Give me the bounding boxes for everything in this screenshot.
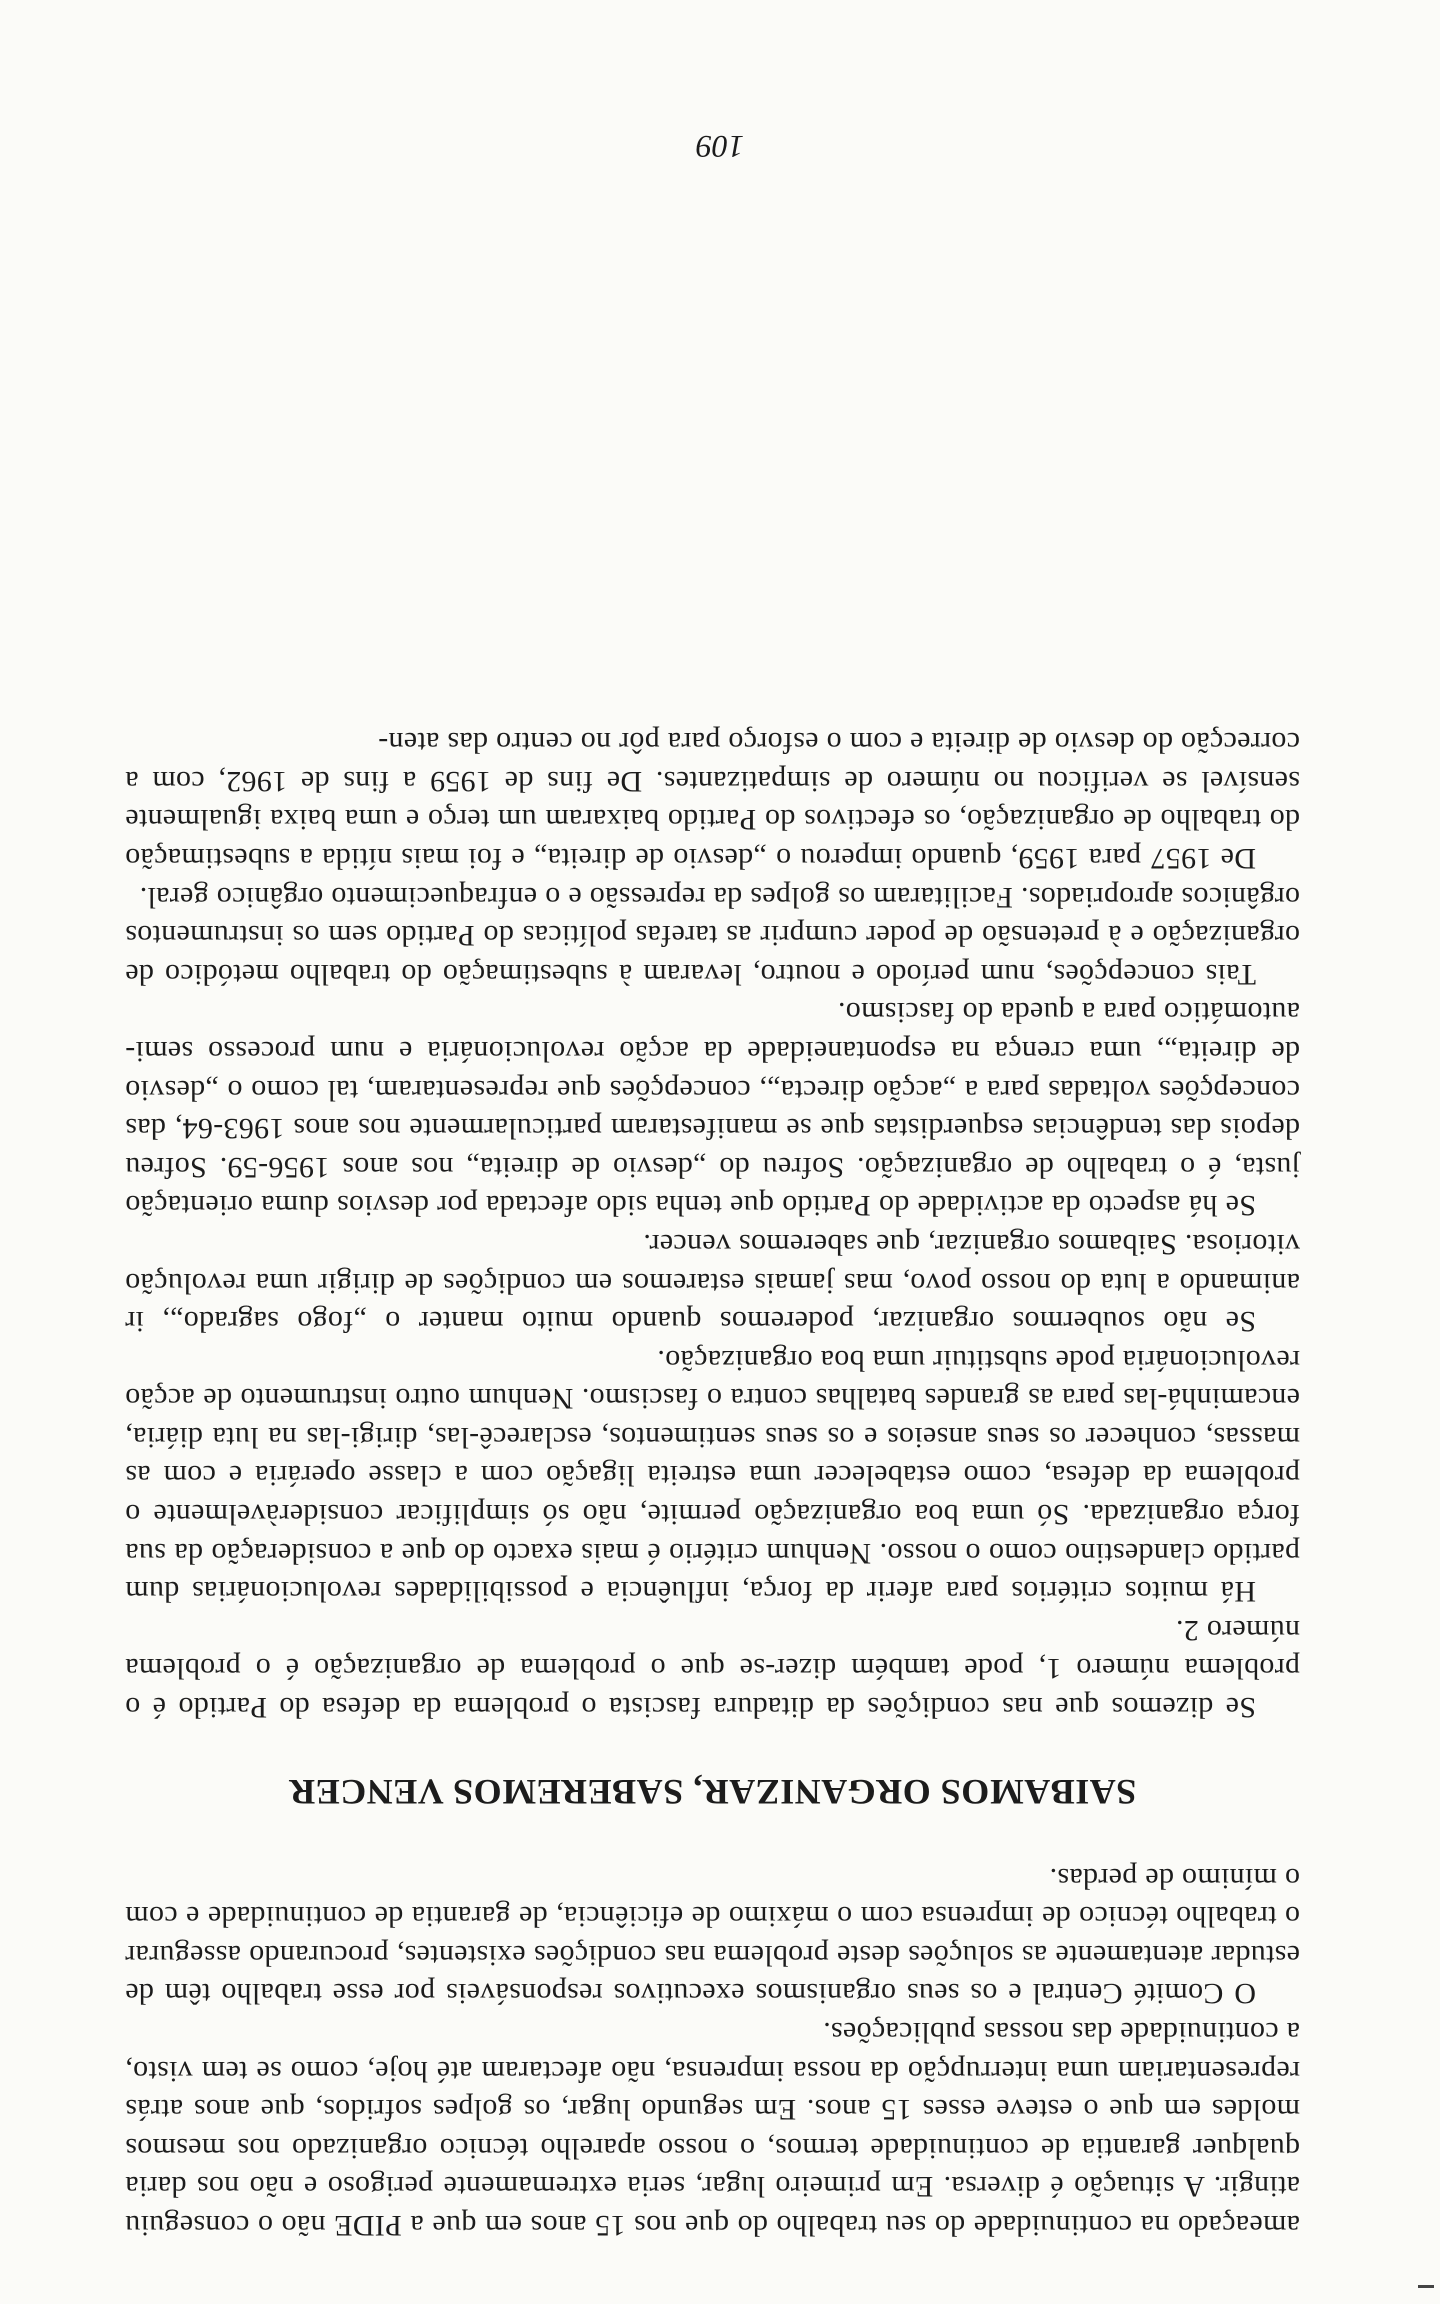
- scan-edge-mark: [1418, 2285, 1434, 2288]
- paragraph-continuation: ameaçado na continuidade do seu trabalho do que nos 15 anos em que a PIDE não o conseguiu atingir. A situação é diversa. Em primeiro lugar, seria extremamente perigoso e não nos daria qualquer garantia de continuidade termos, o nosso aparelho técnico organizado nos mesmos moldes em que o esteve esses 15 anos. Em segundo lugar, os golpes sofridos, que anos atrás representariam uma interrupção da nossa imprensa, não afectaram até hoje, como se tem visto, a continuidade das nossas publicações.: [125, 2016, 1300, 2242]
- paragraph-concepcoes: Tais concepções, num período e noutro, levaram à subestimação do trabalho metódico de organização e à pretensão de poder cumprir as tarefas políticas do Partido sem os instrumentos orgânicos apropriados. Facilitaram os golpes da repressão e o enfraquecimento orgânico geral.: [125, 880, 1300, 991]
- paragraph-desvios: Se há aspecto da actividade do Partido que tenha sido afectada por desvios duma orientação justa, é o trabalho de organização. Sofreu do „desvio de direita„ nos anos 1956-59. Sofreu depois das tendências esquerdistas que se manifestaram particularmente nos anos 1963-64, das concepções voltadas para a „acção directa„, concepções que representaram, tal como o „desvio de direita„, uma crença na espontaneidade da acção revolucionária e num processo semi-automático para a queda do fascismo.: [125, 996, 1300, 1223]
- page-body: [125, 723, 1300, 2244]
- page-number: 109: [696, 129, 744, 165]
- paragraph-criteria: Há muitos critérios para aferir da força, influência e possibilidades revolucionárias dum partido clandestino como o nosso. Nenhum critério é mais exacto do que a consideração da sua força organizada. Só uma boa organização permite, não só simplificar consideràvelmente o problema da defesa, como estabelecer uma estreita ligação com a classe operária e com as massas, conhecer os seus anseios e os seus sentimentos, esclarecê-las, dirigi-las na luta diária, encaminhá-las para as grandes batalhas contra o fascismo. Nenhum outro instrumento de acção revolucionária pode substituir uma boa organização.: [125, 1343, 1300, 1609]
- paragraph-1957-1959: De 1957 para 1959, quando imperou o „desvio de direita„ e foi mais nítida a subestimação do trabalho de organização, os efectivos do Partido baixaram um terço e uma baixa igualmente sensível se verificou no número de simpatizantes. De fins de 1959 a fins de 1962, com a correcção do desvio de direita e com o esforço para pôr no centro das aten-: [125, 726, 1300, 875]
- section-heading: SAIBAMOS ORGANIZAR, SABEREMOS VENCER: [288, 1772, 1137, 1813]
- paragraph-fogo-sagrado: Se não soubermos organizar, poderemos quando muito manter o „fogo sagrado„, ir animando a luta do nosso povo, mas jamais estaremos em condições de dirigir uma revolução vitoriosa. Saibamos organizar, que saberemos vencer.: [125, 1227, 1300, 1339]
- paragraph-organization-intro: Se dizemos que nas condições da ditadura fascista o problema da defesa do Partido é o problema número 1, pode também dizer-se que o problema de organização é o problema número 2.: [125, 1613, 1300, 1725]
- paragraph-comite-central: O Comité Central e os seus organismos executivos responsáveis por esse trabalho têm de estudar atentamente as soluções deste problema nas condições existentes, procurando assegurar o trabalho técnico de imprensa com o máximo de eficiência, de garantia de continuidade e com o mínimo de perdas.: [125, 1861, 1300, 2011]
